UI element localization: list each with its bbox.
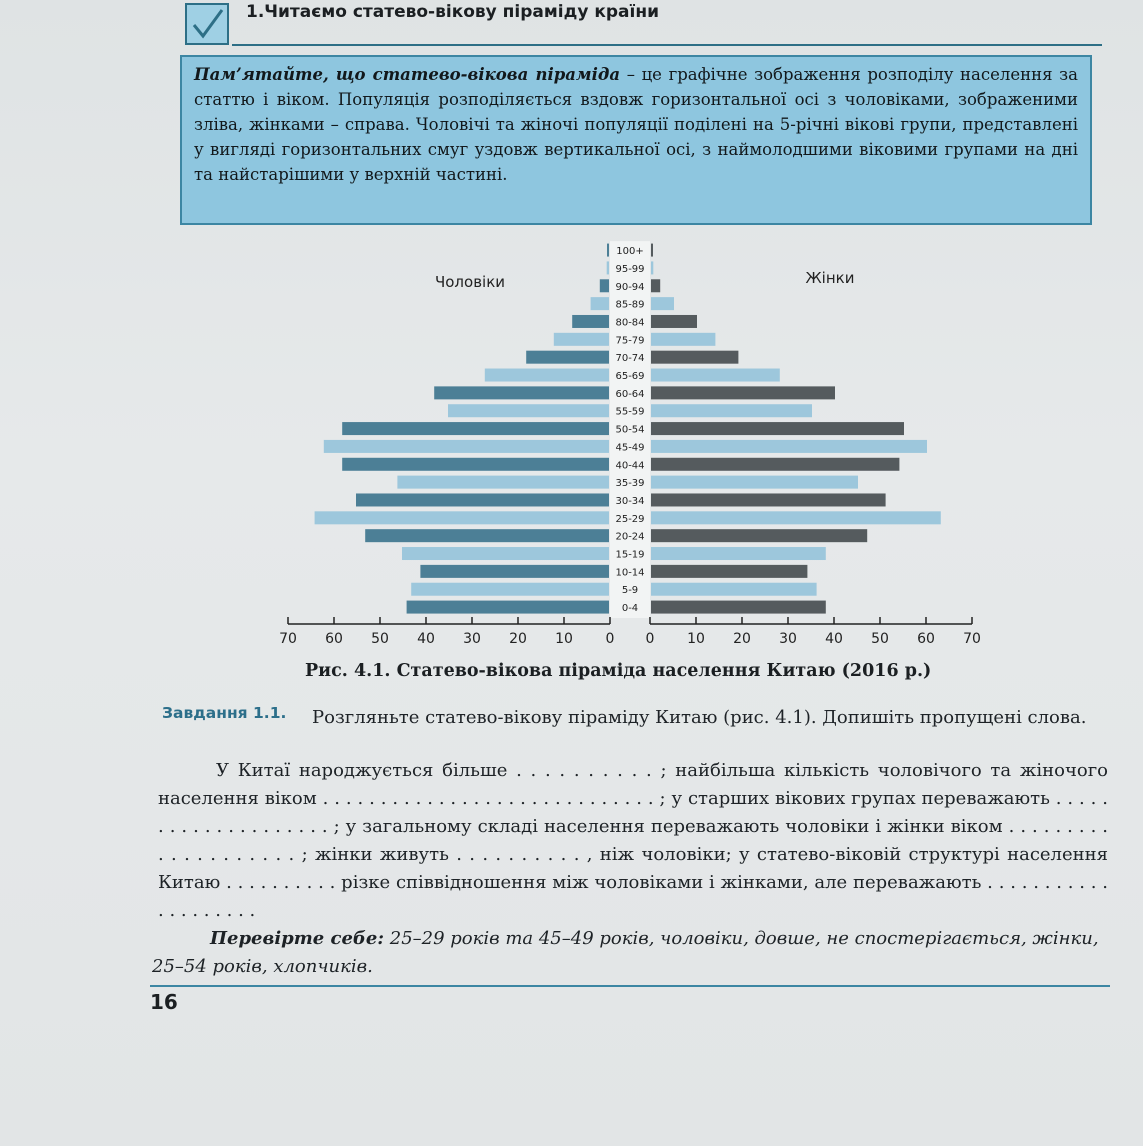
male-bar-100+	[607, 244, 609, 257]
male-bar-95-99	[607, 261, 609, 274]
age-group-label: 55-59	[615, 406, 645, 418]
female-bar-60-64	[651, 386, 835, 399]
age-group-label: 75-79	[615, 335, 645, 347]
female-bar-65-69	[651, 369, 780, 382]
male-bar-45-49	[324, 440, 609, 453]
male-bar-85-89	[591, 297, 609, 310]
figure-caption: Рис. 4.1. Статево-вікова піраміда населення Китаю (2016 р.)	[305, 661, 932, 681]
male-bar-90-94	[600, 279, 609, 292]
female-bar-85-89	[651, 297, 674, 310]
age-group-label: 5-9	[621, 585, 639, 597]
female-x-tick-label: 20	[733, 631, 751, 647]
female-bar-15-19	[651, 547, 826, 560]
answer-key-label: Перевірте себе:	[210, 928, 385, 949]
definition-lead: Пам’ятайте, що статево-вікова піраміда	[194, 65, 621, 84]
age-group-label: 80-84	[615, 317, 645, 329]
female-bar-80-84	[651, 315, 697, 328]
male-bar-60-64	[434, 386, 609, 399]
male-x-tick-label: 60	[325, 631, 343, 647]
age-group-label: 30-34	[615, 495, 645, 507]
page-number: 16	[150, 990, 178, 1014]
male-bar-80-84	[572, 315, 609, 328]
check-icon	[187, 5, 227, 43]
female-bar-100+	[651, 244, 653, 257]
male-x-tick-label: 40	[417, 631, 435, 647]
female-bar-35-39	[651, 476, 858, 489]
male-bar-0-4	[407, 601, 609, 614]
male-x-tick-label: 30	[463, 631, 481, 647]
male-bar-75-79	[554, 333, 609, 346]
male-bar-55-59	[448, 404, 609, 417]
age-group-label: 70-74	[615, 353, 645, 365]
age-group-label: 50-54	[615, 424, 645, 436]
female-x-tick-label: 70	[963, 631, 981, 647]
female-bar-70-74	[651, 351, 738, 364]
definition-box	[180, 55, 1092, 225]
male-x-tick-label: 0	[605, 631, 615, 647]
female-x-tick-label: 60	[917, 631, 935, 647]
female-x-tick-label: 10	[687, 631, 705, 647]
age-group-label: 60-64	[615, 388, 645, 400]
section-title: 1.Читаємо статево-вікову піраміду країни	[246, 2, 659, 22]
male-bar-20-24	[365, 529, 609, 542]
answer-key	[152, 925, 1112, 981]
female-bar-95-99	[651, 261, 653, 274]
female-bar-0-4	[651, 601, 826, 614]
male-x-tick-label: 70	[279, 631, 297, 647]
age-group-label: 85-89	[615, 299, 645, 311]
age-group-label: 0-4	[621, 603, 639, 615]
male-bar-30-34	[356, 493, 609, 506]
female-bar-75-79	[651, 333, 715, 346]
male-label: Чоловіки	[434, 273, 506, 291]
age-group-label: 65-69	[615, 371, 645, 383]
fill-in-text	[158, 757, 1108, 925]
male-bar-35-39	[397, 476, 609, 489]
definition-text: – це графічне зображення розподілу населення за статтю і віком. Популяція розподіляється вздовж горизонтальної осі з чоловіками, зображеними зліва, жінками – справа. Чоловічі та жіночі популяції поділені на 5-річні вікові групи, представлені у вигляді горизонтальних смуг уздовж вертикальної осі, з наймолодшими віковими групами на дні та найстарішими у верхній частині.	[194, 65, 1078, 184]
population-pyramid-chart	[270, 236, 1000, 656]
male-x-tick-label: 20	[509, 631, 527, 647]
footer-divider	[150, 985, 1110, 987]
male-bar-25-29	[315, 511, 609, 524]
female-x-tick-label: 40	[825, 631, 843, 647]
age-group-label: 10-14	[615, 567, 645, 579]
age-group-label: 45-49	[615, 442, 645, 454]
female-bar-40-44	[651, 458, 899, 471]
task-text: Розгляньте статево-вікову піраміду Китаю (рис. 4.1). Допишіть пропущені слова.	[312, 707, 1087, 728]
female-bar-20-24	[651, 529, 867, 542]
female-bar-5-9	[651, 583, 817, 596]
female-label: Жінки	[805, 269, 855, 287]
female-bar-30-34	[651, 493, 886, 506]
fill-in-paragraph: У Китаї народжується більше . . . . . . . . . . ; найбільша кількість чоловічого та жіночого населення віком . . . . . . . . . . . . . . . . . . . . . . . . . . . . . ; у старших вікових групах переважають . . . . . . . . . . . . . . . . . . . . ; у загальному складі населення переважають чоловіки і жінки віком . . . . . . . . . . . . . . . . . . . . ; жінки живуть . . . . . . . . . . , ніж чоловіки; у статево-віковій структурі населення Китаю . . . . . . . . . . різке співвідношення між чоловіками і жінками, але переважають . . . . . . . . . . . . . . . . . . . .	[158, 760, 1108, 921]
female-bar-50-54	[651, 422, 904, 435]
male-bar-5-9	[411, 583, 609, 596]
age-group-label: 25-29	[615, 513, 645, 525]
female-bar-25-29	[651, 511, 941, 524]
age-group-label: 100+	[616, 246, 644, 258]
age-group-label: 35-39	[615, 478, 645, 490]
answer-key-text: 25–29 років та 45–49 років, чоловіки, довше, не спостерігається, жінки, 25–54 років, хлопчиків.	[152, 928, 1099, 977]
female-x-tick-label: 0	[645, 631, 655, 647]
male-bar-40-44	[342, 458, 609, 471]
male-x-tick-label: 10	[555, 631, 573, 647]
male-bar-70-74	[526, 351, 609, 364]
female-x-tick-label: 50	[871, 631, 889, 647]
male-bar-50-54	[342, 422, 609, 435]
female-bar-10-14	[651, 565, 807, 578]
male-x-tick-label: 50	[371, 631, 389, 647]
age-group-label: 15-19	[615, 549, 645, 561]
age-group-label: 95-99	[615, 263, 645, 275]
male-bar-10-14	[420, 565, 609, 578]
female-bar-45-49	[651, 440, 927, 453]
male-bar-15-19	[402, 547, 609, 560]
female-x-tick-label: 30	[779, 631, 797, 647]
female-bar-55-59	[651, 404, 812, 417]
female-bar-90-94	[651, 279, 660, 292]
heading-divider	[232, 44, 1102, 46]
age-group-label: 90-94	[615, 281, 645, 293]
male-bar-65-69	[485, 369, 609, 382]
age-group-label: 40-44	[615, 460, 645, 472]
checkbox-icon	[185, 3, 229, 45]
task-label: Завдання 1.1.	[162, 704, 287, 722]
age-group-label: 20-24	[615, 531, 645, 543]
